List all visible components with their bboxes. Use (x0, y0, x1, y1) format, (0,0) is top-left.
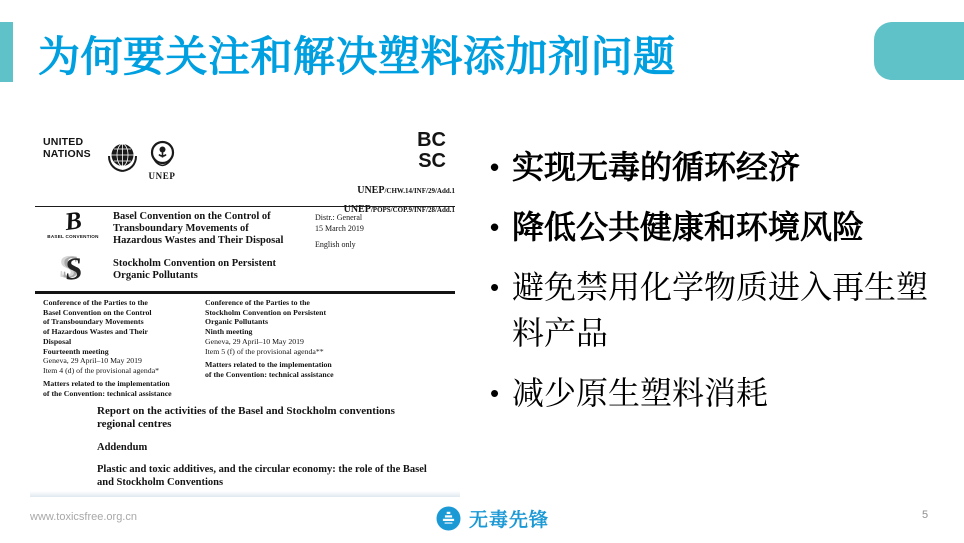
doc-distribution-info (315, 213, 364, 250)
brand-name: 无毒先锋 (469, 510, 550, 531)
title-accent-bar (0, 22, 13, 82)
doc-reference-2: UNEP/POPS/COP.9/INF/28/Add.1 (343, 204, 455, 216)
list-item: • 降低公共健康和环境风险 (490, 204, 956, 250)
doc-divider-thin (35, 206, 455, 207)
page-number: 5 (922, 509, 929, 521)
stockholm-convention-title: Stockholm Convention on Persistent Organic Pollutants (113, 258, 277, 282)
cop-stockholm-column: Conference of the Parties to the Stockholm Convention on Persistent Organic Pollutants Ninth meeting Geneva, 29 April–10 May 2019 Item 5 (f) of the provisional agenda** Matters related to the implementation of the Convention: technical assistance (205, 298, 334, 379)
doc-reference-numbers (344, 179, 455, 217)
bullet-marker: • (490, 152, 500, 182)
doc-addendum: Addendum (97, 442, 148, 454)
page-title: 为何要关注和解决塑料添加剂问题 (38, 33, 676, 80)
distr-line: Distr.: General (315, 213, 363, 222)
stockholm-logo-letter: S (63, 250, 85, 287)
basel-logo-letter: B (62, 206, 84, 237)
unep-label: UNEP (148, 171, 176, 181)
un-document-image (30, 113, 460, 495)
doc-subtitle: Plastic and toxic additives, and the circular economy: the role of the Basel and Stockholm Conventions (97, 464, 427, 489)
bullet-marker: • (490, 212, 500, 242)
bullet-list (490, 144, 956, 430)
un-emblem-icon (106, 140, 139, 176)
list-item: • 实现无毒的循环经济 (490, 144, 956, 190)
website-url: www.toxicsfree.org.cn (30, 511, 137, 523)
stockholm-convention-logo (42, 250, 106, 287)
brand-logo-icon (436, 506, 461, 531)
doc-code-sc: SC (418, 149, 446, 172)
doc-report-title: Report on the activities of the Basel and Stockholm conventions regional centres (97, 405, 395, 431)
list-item: • 避免禁用化学物质进入再生塑料产品 (490, 264, 956, 356)
cop-basel-column: Conference of the Parties to the Basel Convention on the Control of Transboundary Movements of Hazardous Wastes and Their Disposal Fourteenth meeting Geneva, 29 April–10 May 2019 Item 4 (d) of the provisional agenda* Matters related to the implementation of the Convention: technical assistance (43, 298, 172, 399)
list-item: • 减少原生塑料消耗 (490, 370, 956, 416)
doc-report-block (97, 405, 455, 490)
bullet-marker: • (490, 272, 500, 302)
distr-language: English only (315, 239, 356, 249)
bullet-marker: • (490, 378, 500, 408)
basel-logo-caption: BASEL CONVENTION (47, 234, 99, 239)
basel-convention-title: Basel Convention on the Control of Transboundary Movements of Hazardous Wastes and Their Disposal (113, 211, 284, 247)
doc-code-bc: BC (417, 129, 446, 151)
doc-org-name: UNITED NATIONS (43, 136, 91, 161)
doc-codes (417, 130, 446, 172)
basel-convention-logo (38, 206, 108, 239)
doc-divider-thick (35, 291, 455, 294)
brand-logo (436, 505, 549, 532)
title-accent-pill (874, 22, 964, 80)
doc-reference-1: UNEP/CHW.14/INF/29/Add.1 (357, 185, 455, 196)
distr-date: 15 March 2019 (315, 223, 364, 233)
unep-emblem-icon (143, 139, 181, 181)
